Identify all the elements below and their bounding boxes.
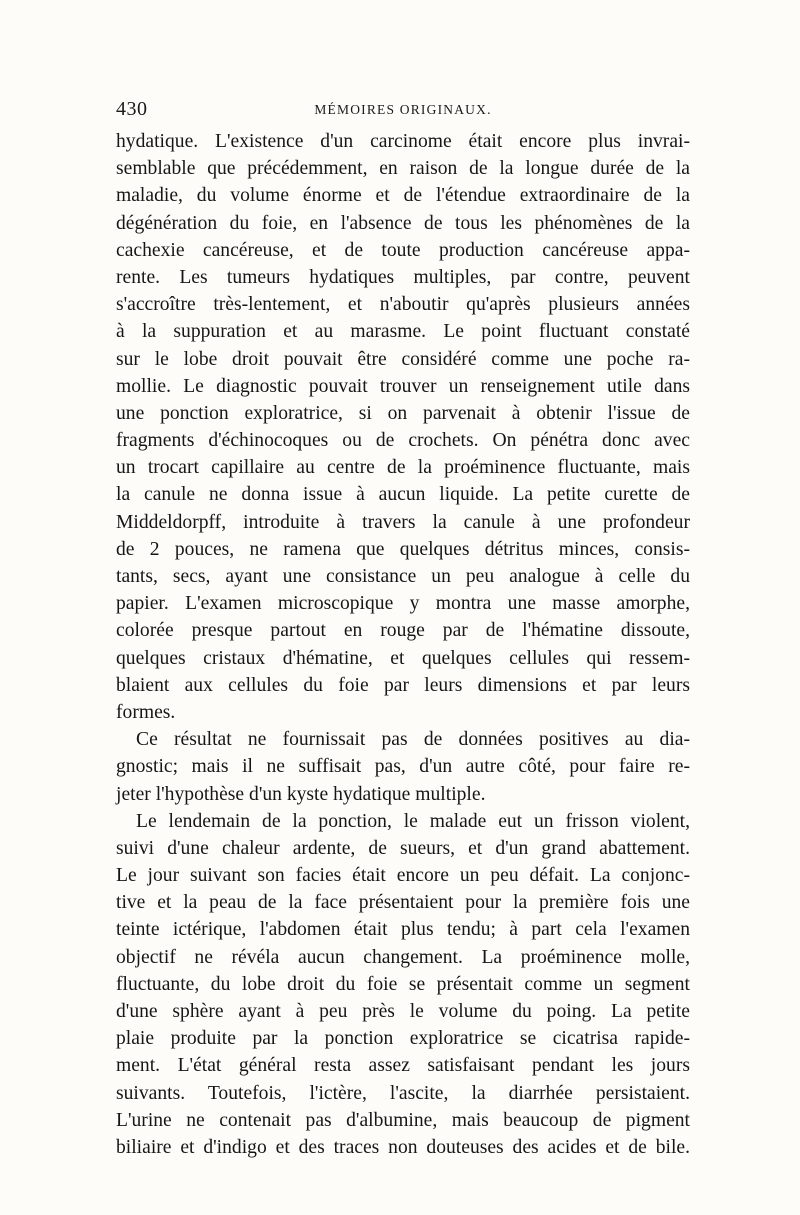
text-line: suivi d'une chaleur ardente, de sueurs, et d'un grand abattement. bbox=[116, 837, 690, 859]
text-line: Le lendemain de la ponction, le malade eut un frisson violent, bbox=[136, 810, 690, 832]
page-number: 430 bbox=[116, 98, 148, 120]
text-line: la canule ne donna issue à aucun liquide. La petite curette de bbox=[116, 484, 690, 506]
text-line: Ce résultat ne fournissait pas de données positives au dia- bbox=[136, 729, 690, 751]
text-line: blaient aux cellules du foie par leurs dimensions et par leurs bbox=[116, 674, 690, 696]
text-line: tive et la peau de la face présentaient pour la première fois une bbox=[116, 892, 690, 914]
text-line: s'accroître très-lentement, et n'aboutir qu'après plusieurs années bbox=[116, 294, 690, 316]
text-line: formes. bbox=[116, 701, 176, 723]
text-line: ment. L'état général resta assez satisfaisant pendant les jours bbox=[116, 1055, 690, 1077]
text-line: teinte ictérique, l'abdomen était plus tendu; à part cela l'examen bbox=[116, 919, 690, 941]
page-header bbox=[116, 98, 690, 126]
text-line: sur le lobe droit pouvait être considéré comme une poche ra- bbox=[116, 348, 690, 370]
text-line: de 2 pouces, ne ramena que quelques détritus minces, consis- bbox=[116, 538, 690, 560]
text-line: gnostic; mais il ne suffisait pas, d'un autre côté, pour faire re- bbox=[116, 756, 690, 778]
body-text bbox=[116, 128, 690, 1161]
text-line: fragments d'échinocoques ou de crochets. On pénétra donc avec bbox=[116, 430, 690, 452]
text-line: cachexie cancéreuse, et de toute production cancéreuse appa- bbox=[116, 239, 690, 261]
text-line: quelques cristaux d'hématine, et quelques cellules qui ressem- bbox=[116, 647, 690, 669]
text-line: L'urine ne contenait pas d'albumine, mais beaucoup de pigment bbox=[116, 1109, 690, 1131]
text-line: hydatique. L'existence d'un carcinome était encore plus invrai- bbox=[116, 131, 690, 152]
text-line: tants, secs, ayant une consistance un peu analogue à celle du bbox=[116, 566, 690, 587]
text-line: biliaire et d'indigo et des traces non douteuses des acides et de bile. bbox=[116, 1136, 690, 1158]
text-line: plaie produite par la ponction exploratrice se cicatrisa rapide- bbox=[116, 1028, 690, 1050]
text-line: à la suppuration et au marasme. Le point fluctuant constaté bbox=[116, 321, 690, 343]
text-line: colorée presque partout en rouge par de l'hématine dissoute, bbox=[116, 620, 690, 642]
text-line: mollie. Le diagnostic pouvait trouver un renseignement utile dans bbox=[116, 375, 690, 397]
text-line: maladie, du volume énorme et de l'étendue extraordinaire de la bbox=[116, 185, 690, 207]
text-line: un trocart capillaire au centre de la proéminence fluctuante, mais bbox=[116, 457, 690, 479]
text-line: fluctuante, du lobe droit du foie se présentait comme un segment bbox=[116, 973, 690, 995]
running-head: MÉMOIRES ORIGINAUX. bbox=[314, 102, 492, 117]
text-line: suivants. Toutefois, l'ictère, l'ascite, la diarrhée persistaient. bbox=[116, 1082, 690, 1104]
text-line: d'une sphère ayant à peu près le volume du poing. La petite bbox=[116, 1001, 690, 1022]
text-line: dégénération du foie, en l'absence de tous les phénomènes de la bbox=[116, 212, 690, 234]
text-line: jeter l'hypothèse d'un kyste hydatique multiple. bbox=[116, 783, 486, 805]
text-line: Middeldorpff, introduite à travers la canule à une profondeur bbox=[116, 511, 690, 533]
text-line: une ponction exploratrice, si on parvenait à obtenir l'issue de bbox=[116, 402, 690, 424]
text-line: rente. Les tumeurs hydatiques multiples, par contre, peuvent bbox=[116, 266, 690, 288]
text-line: objectif ne révéla aucun changement. La proéminence molle, bbox=[116, 946, 690, 968]
text-line: papier. L'examen microscopique y montra une masse amorphe, bbox=[116, 593, 690, 615]
text-line: Le jour suivant son facies était encore un peu défait. La conjonc- bbox=[116, 865, 690, 887]
text-line: semblable que précédemment, en raison de la longue durée de la bbox=[116, 158, 690, 180]
